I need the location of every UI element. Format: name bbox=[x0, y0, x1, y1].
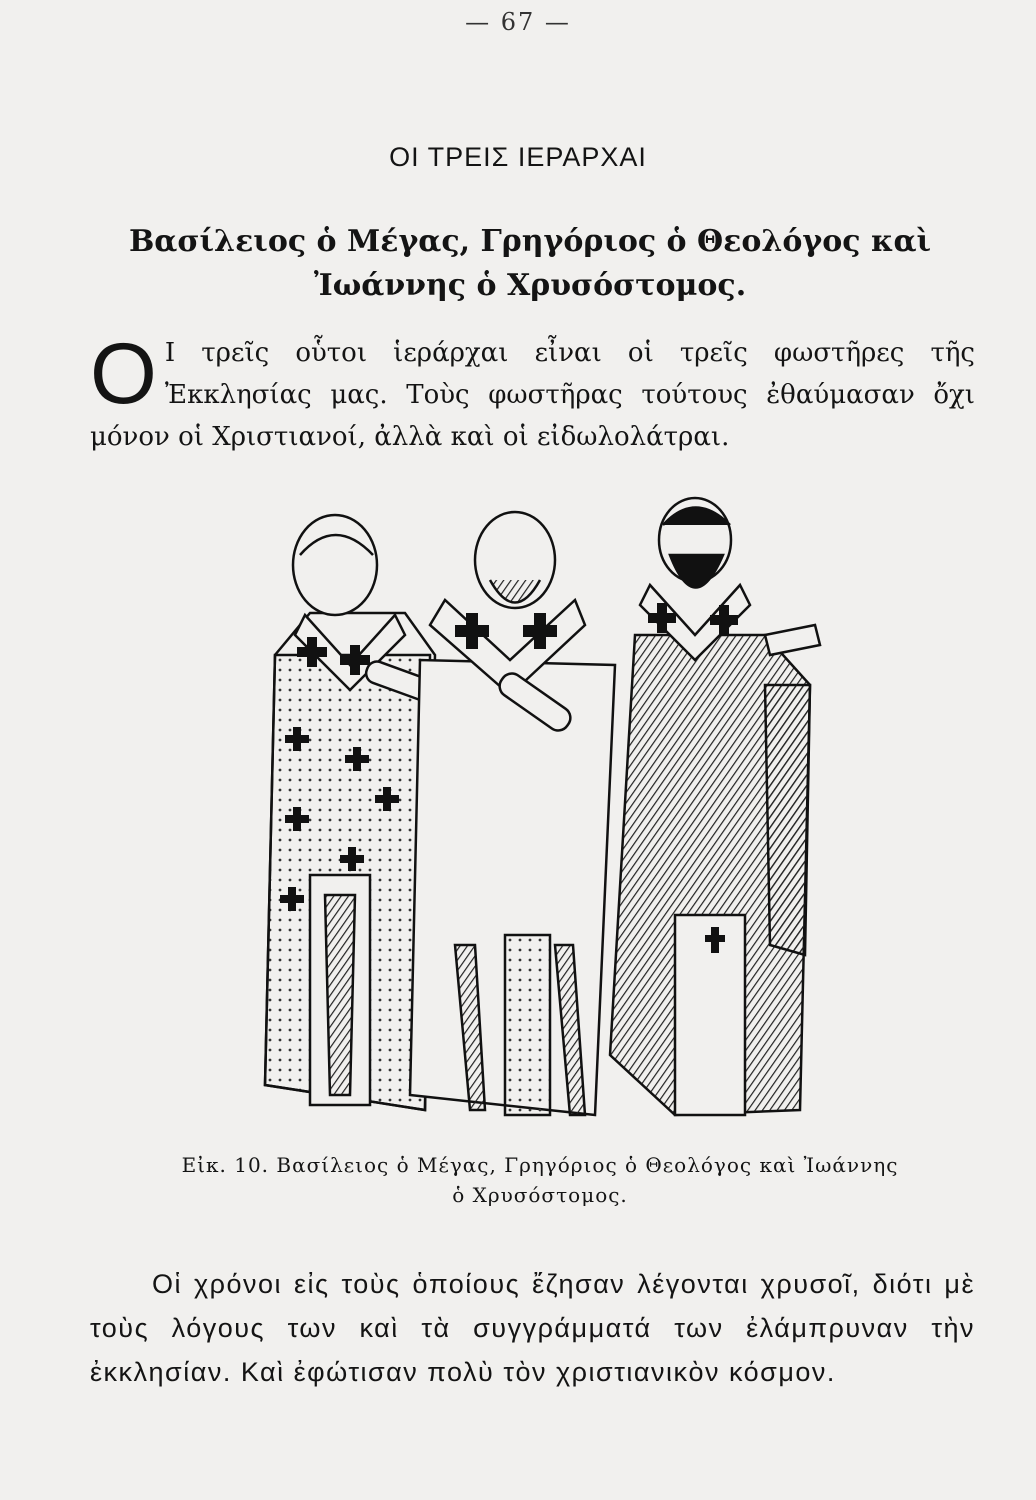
chapter-title: ΟΙ ΤΡΕΙΣ ΙΕΡΑΡΧΑΙ bbox=[389, 142, 647, 172]
body-paragraph: Οἱ χρόνοι εἰς τοὺς ὁποίους ἔζησαν λέγονται χρυσοῖ, διότι μὲ τοὺς λόγους των καὶ τὰ συγγράμματά των ἐλάμπρυναν τὴν ἐκκλησίαν. Καὶ ἐφώτισαν πολὺ τὸν χριστιανικὸν κόσμον. bbox=[90, 1269, 975, 1387]
figure-gregory bbox=[410, 512, 615, 1115]
three-hierarchs-illustration bbox=[255, 495, 825, 1135]
figure-chrysostom bbox=[610, 498, 820, 1115]
figure-caption: Εἰκ. 10. Βασίλειος ὁ Μέγας, Γρηγόριος ὁ Θεολόγος καὶ Ἰωάννης ὁ Χρυσόστομος. bbox=[181, 1153, 899, 1207]
intro-paragraph bbox=[90, 326, 975, 458]
intro-text: Ι τρεῖς οὗτοι ἱεράρχαι εἶναι οἱ τρεῖς φωστῆρες τῆς Ἐκκλησίας μας. Τοὺς φωστῆρας τούτους ἐθαύμασαν ὄχι μόνον οἱ Χριστιανοί, ἀλλὰ καὶ οἱ εἰδωλολάτραι. bbox=[90, 338, 975, 452]
page-number: — 67 — bbox=[465, 8, 571, 36]
drop-cap: Ο bbox=[90, 326, 157, 422]
section-subtitle: Βασίλειος ὁ Μέγας, Γρηγόριος ὁ Θεολόγος καὶ Ἰωάννης ὁ Χρυσόστομος. bbox=[128, 224, 932, 303]
